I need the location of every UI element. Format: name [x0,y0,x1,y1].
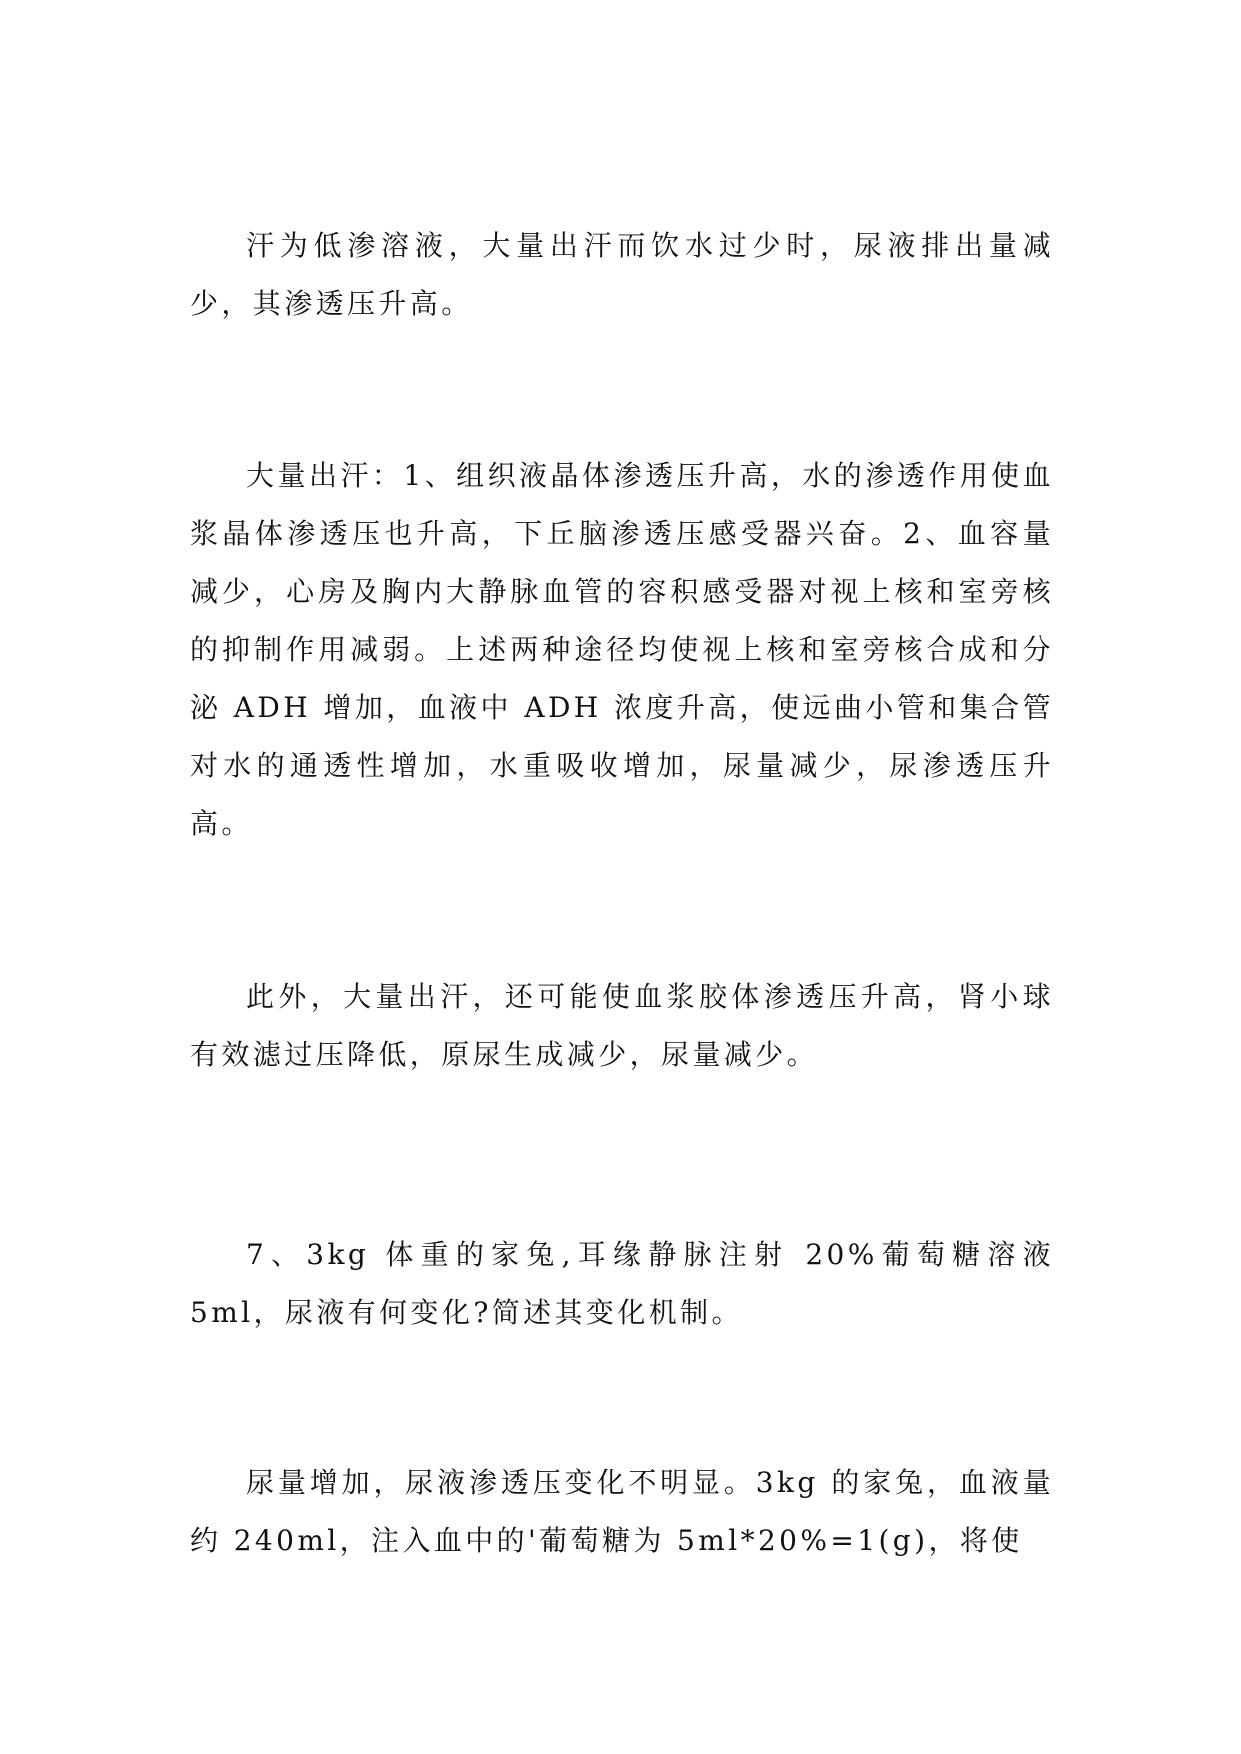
paragraph-answer-7: 尿量增加，尿液渗透压变化不明显。3kg 的家兔，血液量约 240ml，注入血中的'葡萄糖为 5ml*20%=1(g)，将使 [190,1466,1054,1557]
paragraph-question-7: 7、3kg 体重的家兔,耳缘静脉注射 20%葡萄糖溶液 5ml，尿液有何变化?简述其变化机制。 [190,1238,1054,1329]
paragraph-heavy-sweating-mechanism: 大量出汗：1、组织液晶体渗透压升高，水的渗透作用使血浆晶体渗透压也升高，下丘脑渗透压感受器兴奋。2、血容量减少，心房及胸内大静脉血管的容积感受器对视上核和室旁核的抑制作用减弱。上述两种途径均使视上核和室旁核合成和分泌 ADH 增加，血液中 ADH 浓度升高，使远曲小管和集合管对水的通透性增加，水重吸收增加，尿量减少，尿渗透压升高。 [190,459,1054,840]
paragraph-colloid-osmotic-pressure: 此外，大量出汗，还可能使血浆胶体渗透压升高，肾小球有效滤过压降低，原尿生成减少，尿量减少。 [190,980,1054,1071]
paragraph-sweat-hypotonic: 汗为低渗溶液，大量出汗而饮水过少时，尿液排出量减少，其渗透压升高。 [190,229,1054,320]
